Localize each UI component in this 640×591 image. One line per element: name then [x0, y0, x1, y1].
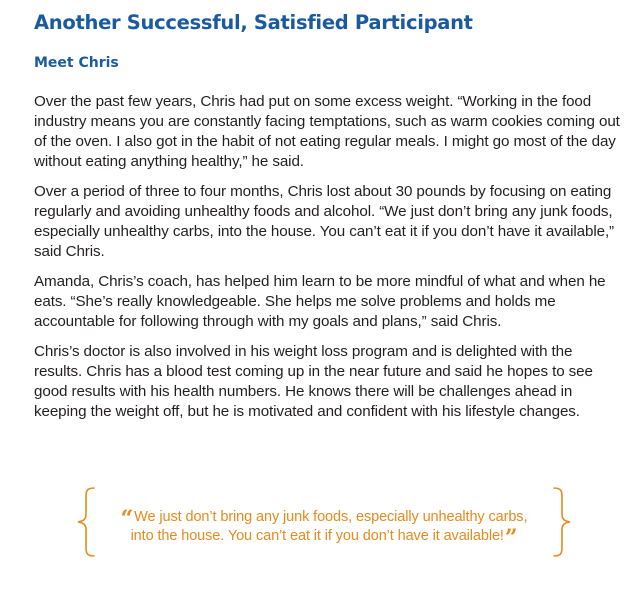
paragraph-4: Chris’s doctor is also involved in his weight loss program and is delighted with the results. Chris has a blood test coming up in the near future and said he hopes to see good results with his health numbers. He knows there will be challenges ahead in keeping the weight off, but he is motivated and confident with his lifestyle changes.	[34, 343, 593, 420]
paragraph-3: Amanda, Chris’s coach, has helped him learn to be more mindful of what and when he eats. “She’s really knowledgeable. She helps me solve problems and holds me accountable for following through with my goals and plans,” said Chris.	[34, 273, 606, 330]
open-quote-mark: “	[120, 506, 134, 532]
article-body	[34, 92, 622, 422]
section-subtitle: Meet Chris	[34, 55, 119, 71]
pull-quote-line-2: into the house. You can’t eat it if you don’t have it available!	[130, 528, 504, 544]
paragraph-1: Over the past few years, Chris had put on some excess weight. “Working in the food industry means you are constantly facing temptations, such as warm cookies coming out of the oven. I also got in the habit of not eating regular meals. I might go most of the day without eating anything healthy,” he said.	[34, 93, 620, 170]
page-title: Another Successful, Satisfied Participant	[34, 11, 473, 34]
article	[34, 10, 622, 432]
paragraph-2: Over a period of three to four months, Chris lost about 30 pounds by focusing on eating regularly and avoiding unhealthy foods and alcohol. “We just don’t bring any junk foods, especially unhealthy carbs, into the house. You can’t eat it if you don’t have it available,” said Chris.	[34, 183, 615, 260]
pull-quote-line-1: We just don’t bring any junk foods, especially unhealthy carbs,	[134, 509, 528, 525]
left-brace-icon	[74, 486, 100, 558]
pull-quote	[74, 486, 574, 558]
pull-quote-text	[104, 506, 544, 551]
right-brace-icon	[548, 486, 574, 558]
close-quote-mark: ”	[504, 525, 518, 551]
